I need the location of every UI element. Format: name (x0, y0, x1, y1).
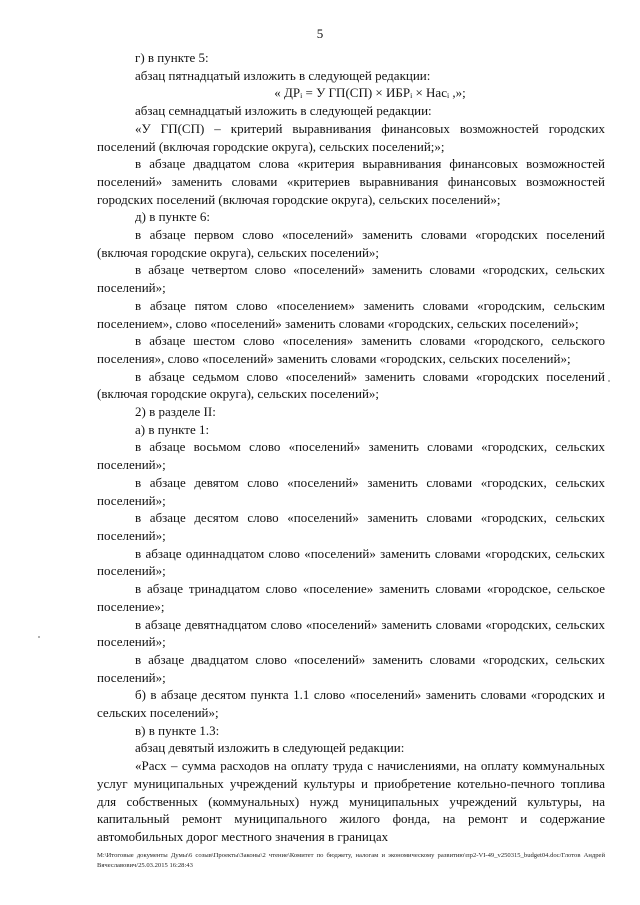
paragraph: в абзаце десятом слово «поселений» заменить словами «городских, сельских поселений»; (97, 510, 605, 543)
paragraph: в) в пункте 1.3: (135, 722, 220, 738)
paragraph: в абзаце двадцатом слово «поселений» заменить словами «городских, сельских поселений»; (97, 651, 605, 685)
paragraph: в абзаце четвертом слово «поселений» заменить словами «городских, сельских поселений»; (97, 262, 605, 296)
paragraph: в абзаце одиннадцатом слово «поселений» заменить словами «городских, сельских поселений»; (97, 545, 605, 579)
paragraph: в абзаце седьмом слово «поселений» заменить словами «городских поселений (включая городские округа), сельских поселений»; (97, 368, 605, 402)
scan-speck (608, 380, 610, 382)
paragraph: б) в абзаце десятом пункта 1.1 слово «поселений» заменить словами «городских и сельских поселений»; (97, 687, 605, 721)
paragraph: в абзаце девятом слово «поселений» заменить словами «городских, сельских поселений»; (97, 474, 605, 508)
paragraph: «Расх – сумма расходов на оплату труда с начислениями, на оплату коммунальных услуг муниципальных учреждений культуры и приобретение котельно-печного топлива для собственных (коммунальных) нужд муниципальных учреждений культуры, на капитальный ремонт муниципального жилого фонда, на ремонт и содержание автомобильных дорог местного значения в границах (97, 758, 605, 844)
document-footer-path: М:\Итоговые документы Думы\6 созыв\Проекты\Законы\2 чтение\Комитет по бюджету, налогам и экономическому развитию\пр2-VI-49_v250315_budget04.doc/Глотов Андрей Вячеславович/25.03.2015 16:28:43 (97, 852, 605, 869)
paragraph: в абзаце тринадцатом слово «поселение» заменить словами «городское, сельское поселение»; (97, 581, 605, 614)
page-number: 5 (316, 26, 324, 41)
paragraph: в абзаце восьмом слово «поселений» заменить словами «городских, сельских поселений»; (97, 439, 605, 473)
paragraph: в абзаце девятнадцатом слово «поселений» заменить словами «городских, сельских поселений»; (97, 616, 605, 650)
paragraph: в абзаце пятом слово «поселением» заменить словами «городским, сельским поселением», слово «поселений» заменить словами «городских, сельских поселений»; (97, 297, 605, 331)
paragraph: абзац девятый изложить в следующей редакции: (135, 740, 405, 756)
paragraph: абзац пятнадцатый изложить в следующей редакции: (135, 67, 431, 83)
document-body (97, 49, 605, 846)
paragraph: а) в пункте 1: (135, 421, 210, 437)
paragraph: в абзаце двадцатом слова «критерия выравнивания финансовых возможностей поселений» заменить словами «критериев выравнивания финансовых возможностей городских поселений (включая городские округа), сельских поселений»; (97, 156, 605, 207)
paragraph: 2) в разделе II: (135, 404, 216, 420)
paragraph: в абзаце шестом слово «поселения» заменить словами «городского, сельского поселения», слово «поселений» заменить словами «городских, сельских поселений»; (97, 333, 605, 366)
paragraph: в абзаце первом слово «поселений» заменить словами «городских поселений (включая городские округа), сельских поселений»; (97, 227, 605, 260)
paragraph: абзац семнадцатый изложить в следующей редакции: (135, 103, 432, 119)
paragraph: д) в пункте 6: (135, 209, 210, 225)
paragraph: г) в пункте 5: (135, 50, 209, 65)
paragraph: «У ГП(СП) – критерий выравнивания финансовых возможностей городских поселений (включая городские округа), сельских поселений;»; (97, 120, 605, 154)
scan-speck (38, 636, 40, 638)
formula: « ДРᵢ = У ГП(СП) × ИБРᵢ × Насᵢ ,»; (274, 85, 466, 101)
